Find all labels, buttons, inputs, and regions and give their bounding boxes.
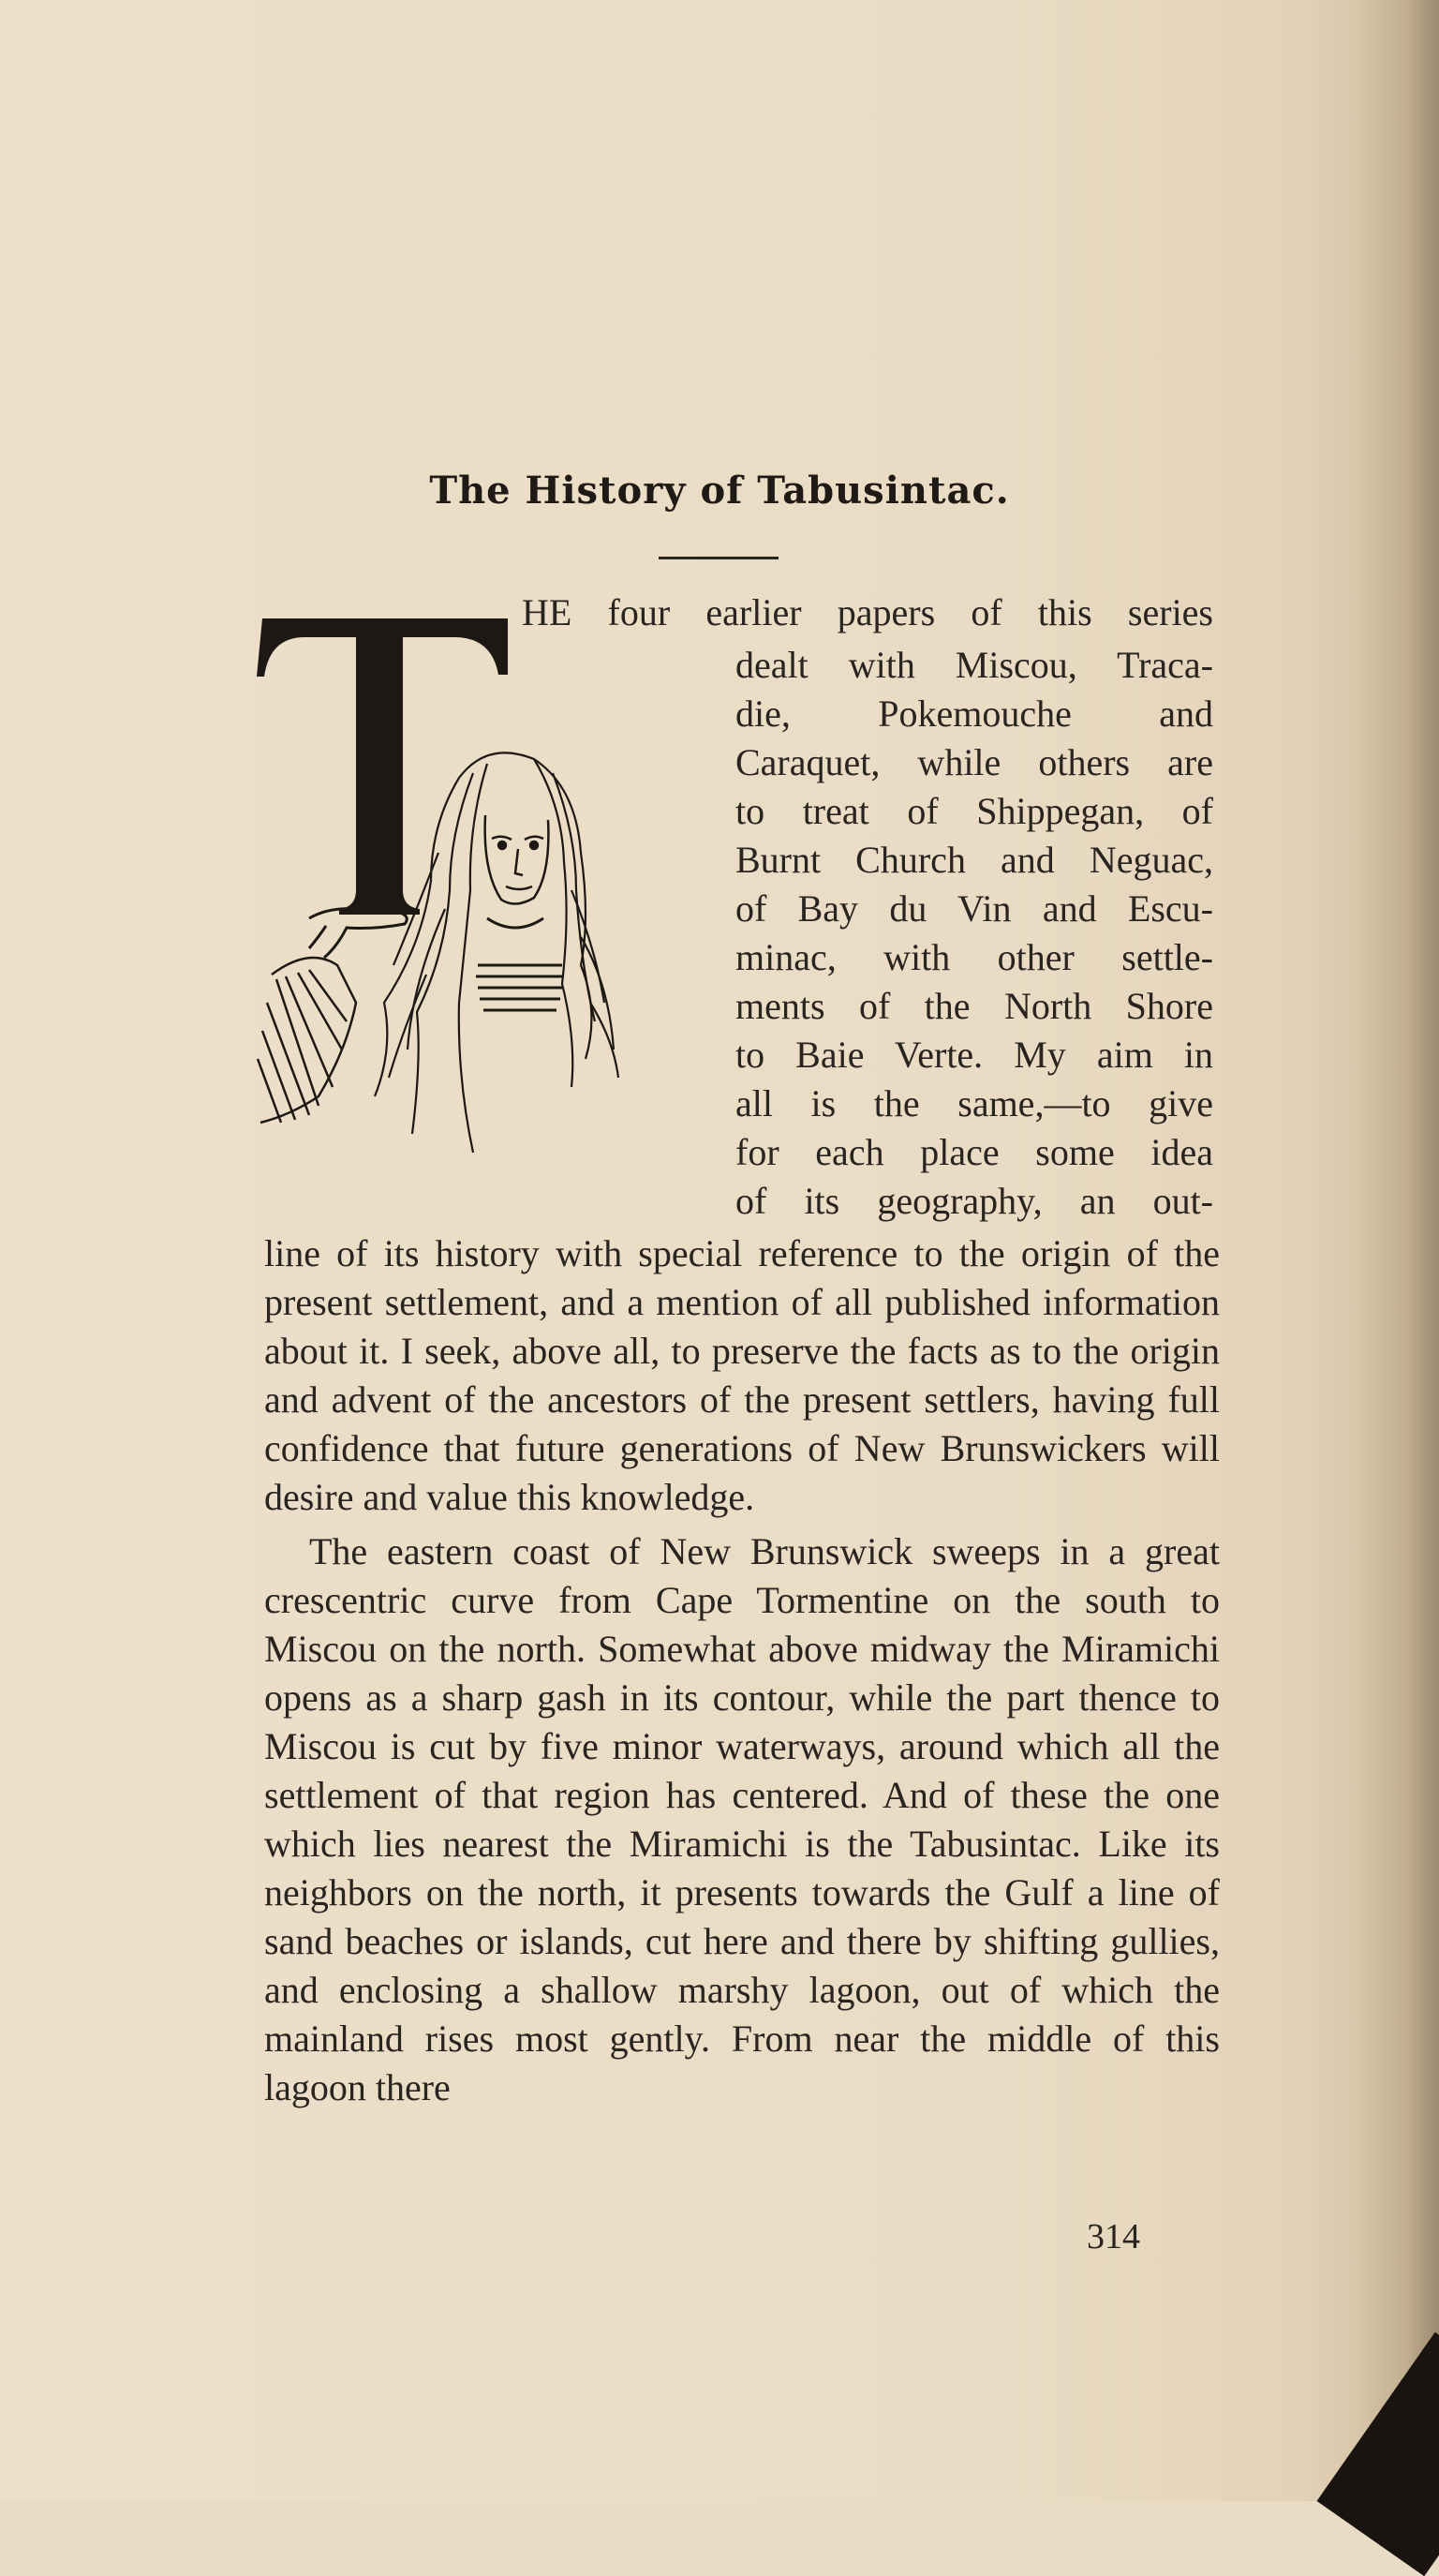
title-rule [659, 557, 779, 559]
wrap-line-11: for each place some idea [735, 1131, 1213, 1173]
page-edge-shadow [1355, 0, 1439, 2501]
wrap-line-8: ments of the North Shore [735, 985, 1213, 1027]
wrap-line-10: all is the same,—to give [735, 1082, 1213, 1124]
wrap-line-12: of its geography, an out- [735, 1180, 1213, 1222]
sleeve-drawing [258, 958, 356, 1123]
face-drawing [485, 815, 549, 904]
body-text [264, 1229, 1220, 2112]
wrap-line-9: to Baie Verte. My aim in [735, 1034, 1213, 1076]
first-line: HE four earlier papers of this series [522, 591, 1213, 633]
page-number: 314 [1087, 2217, 1140, 2256]
wrap-line-3: Caraquet, while others are [735, 741, 1213, 783]
wrap-line-7: minac, with other settle- [735, 936, 1213, 978]
hand-drawing [309, 909, 407, 958]
article-title: The History of Tabusintac. [429, 469, 1010, 513]
paragraph-1-continuation: line of its history with special reference to the origin of the present settlement, and a mention of all published information about it. I seek, above all, to preserve the facts as to the origin and advent of the ancestors of the present settlers, having full confidence that future generations of New Brunswickers will desire and value this knowledge. [264, 1232, 1220, 1518]
hair-drawing [375, 752, 618, 1153]
wrap-line-2: die, Pokemouche and [735, 692, 1213, 735]
collar-drawing [476, 918, 564, 1010]
wrap-line-1: dealt with Miscou, Traca- [735, 644, 1213, 686]
wrap-line-6: of Bay du Vin and Escu- [735, 887, 1213, 930]
paragraph-2: The eastern coast of New Brunswick sweeps in a great crescentric curve from Cape Tormentine on the south to Miscou on the north. Somewhat above midway the Miramichi opens as a sharp gash in its contour, while the part thence to Miscou is cut by five minor waterways, around which all the settlement of that region has centered. And of these the one which lies nearest the Miramichi is the Tabusintac. Like its neighbors on the north, it presents towards the Gulf a line of sand beaches or islands, cut here and there by shifting gullies, and enclosing a shallow marshy lagoon, out of which the mainland rises most gently. From near the middle of this lagoon there [264, 1530, 1220, 2108]
drop-cap-illustration [253, 609, 740, 1190]
wrap-line-5: Burnt Church and Neguac, [735, 839, 1213, 881]
wrap-line-4: to treat of Shippegan, of [735, 790, 1213, 832]
